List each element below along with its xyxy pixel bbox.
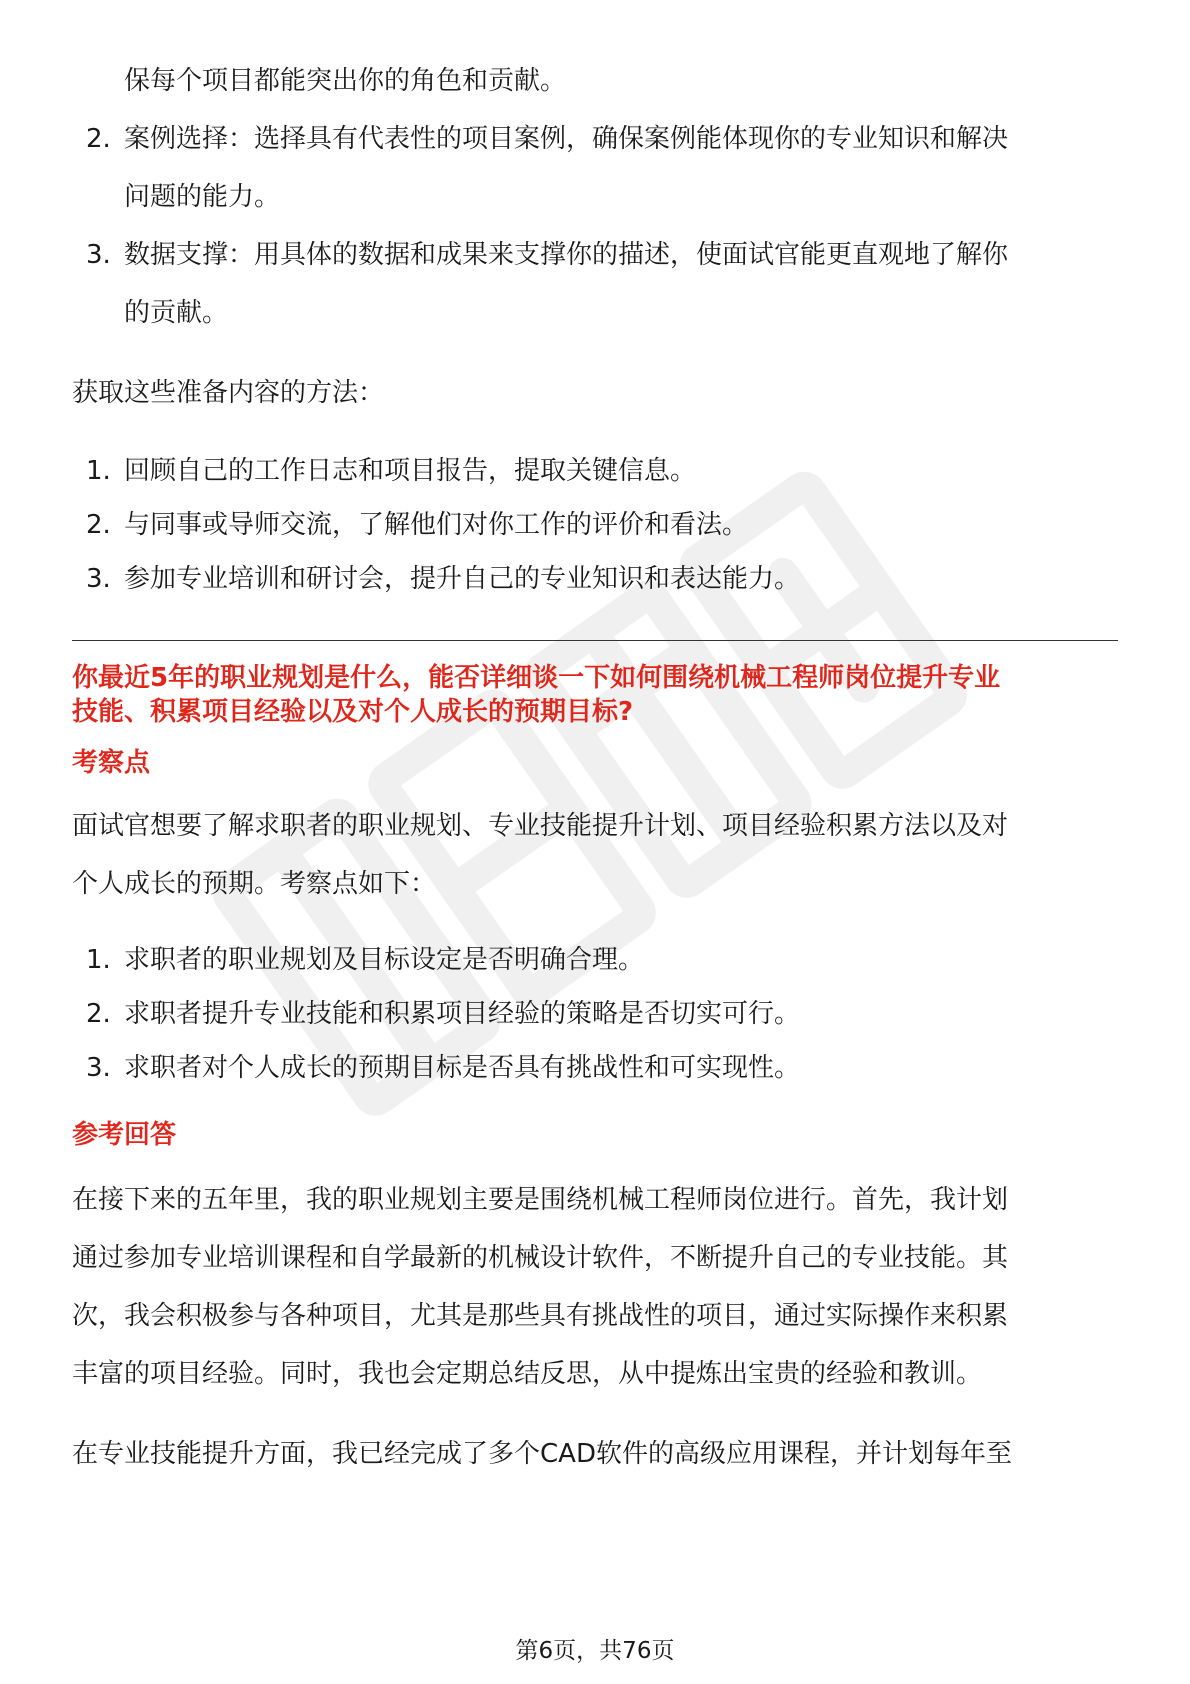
assessment-list bbox=[72, 933, 1118, 1095]
intro-list bbox=[72, 110, 1118, 342]
assessment-paragraph: 面试官想要了解求职者的职业规划、专业技能提升计划、项目经验积累方法以及对 个人成长的预期。考察点如下： bbox=[72, 811, 1009, 899]
list-item: 2. 案例选择：选择具有代表性的项目案例，确保案例能体现你的专业知识和解决 问题的能力。 bbox=[86, 124, 1009, 212]
list-item: 3. 数据支撑：用具体的数据和成果来支撑你的描述，使面试官能更直观地了解你 的贡献。 bbox=[86, 240, 1009, 328]
assessment-title: 考察点 bbox=[72, 748, 151, 778]
answer-paragraph-1: 在接下来的五年里，我的职业规划主要是围绕机械工程师岗位进行。首先，我计划 通过参加专业培训课程和自学最新的机械设计软件，不断提升自己的专业技能。其 次，我会积极参与各种项目，尤其是那些具有挑战性的项目，通过实际操作来积累 丰富的项目经验。同时，我也会定期总结反思，从中提炼出宝贵的经验和教训。 bbox=[72, 1185, 1009, 1389]
list-item: 3. 参加专业培训和研讨会，提升自己的专业知识和表达能力。 bbox=[86, 564, 801, 594]
list-item: 1. 回顾自己的工作日志和项目报告，提取关键信息。 bbox=[86, 456, 697, 486]
question-heading: 你最近5年的职业规划是什么，能否详细谈一下如何围绕机械工程师岗位提升专业 技能、积累项目经验以及对个人成长的预期目标? bbox=[72, 663, 1001, 727]
page-footer: 第6页，共76页 bbox=[515, 1638, 675, 1664]
methods-heading: 获取这些准备内容的方法： bbox=[72, 378, 385, 408]
list-item: 2. 求职者提升专业技能和积累项目经验的策略是否切实可行。 bbox=[86, 999, 801, 1029]
methods-list bbox=[72, 444, 1118, 606]
document-content bbox=[72, 66, 1118, 1483]
answer-paragraph-2: 在专业技能提升方面，我已经完成了多个CAD软件的高级应用课程，并计划每年至 bbox=[72, 1439, 1012, 1469]
list-item: 3. 求职者对个人成长的预期目标是否具有挑战性和可实现性。 bbox=[86, 1053, 801, 1083]
list-item-continuation: 保每个项目都能突出你的角色和贡献。 bbox=[124, 66, 567, 96]
list-item: 1. 求职者的职业规划及目标设定是否明确合理。 bbox=[86, 945, 645, 975]
answer-title: 参考回答 bbox=[72, 1120, 177, 1150]
section-divider bbox=[72, 640, 1118, 641]
list-item: 2. 与同事或导师交流，了解他们对你工作的评价和看法。 bbox=[86, 510, 749, 540]
